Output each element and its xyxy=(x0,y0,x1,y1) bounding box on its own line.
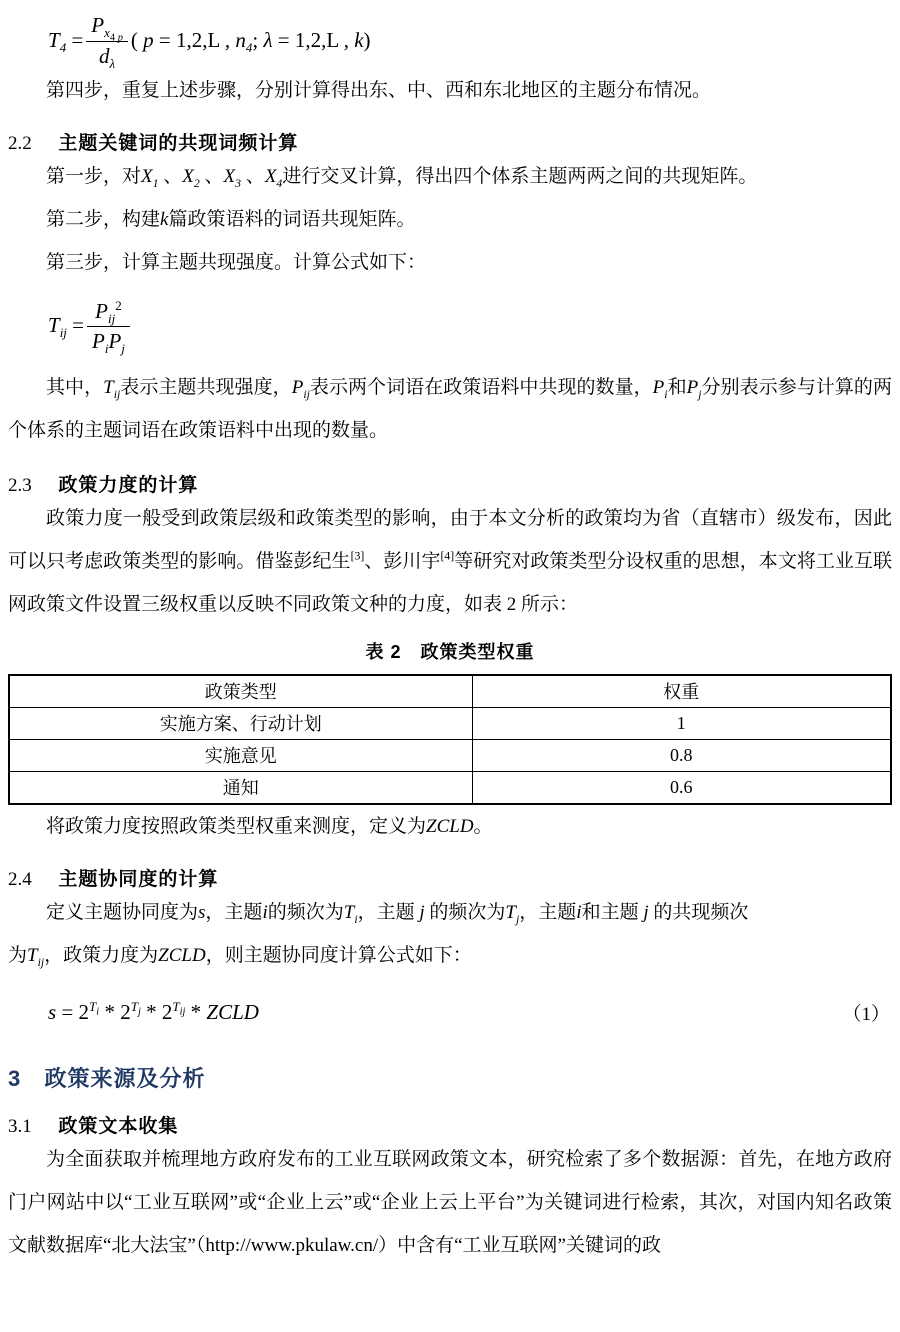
heading-3-number: 3 xyxy=(8,1065,21,1091)
formula-t4 xyxy=(48,12,892,69)
paragraph-synergy-line1: 定义主题协同度为s，主题i的频次为$T_i$，主题 j 的频次为$T_j$，主题i和主题 j 的共现频次 xyxy=(46,901,749,926)
equation-1-body: $s = 2^{T_i} * 2^{T_j} * 2^{T_{ij}}$ * ZCLD xyxy=(48,998,259,1024)
heading-3-1-title: 政策文本收集 xyxy=(58,1115,179,1137)
heading-2-2-title: 主题关键词的共现词频计算 xyxy=(58,132,299,154)
heading-2-3-title: 政策力度的计算 xyxy=(58,474,199,496)
formula-t4-lhs: $T_4$ = xyxy=(48,27,84,56)
formula-t4-fraction xyxy=(86,12,128,69)
formula-tij-numerator: $P_{ij}^2$ xyxy=(87,298,130,327)
paragraph-step1: 第一步，对$X_1$ 、$X_2$ 、$X_3$ 、$X_4$进行交叉计算，得出四个体系主题两两之间的共现矩阵。 xyxy=(46,165,758,190)
equation-1-number: （1） xyxy=(842,1003,890,1025)
table-row xyxy=(9,771,891,804)
heading-2-3-number: 2.3 xyxy=(8,474,32,496)
table-cell-weight: 0.6 xyxy=(472,771,891,804)
table-cell-type: 实施意见 xyxy=(9,739,472,771)
paragraph-step4: 第四步，重复上述步骤，分别计算得出东、中、西和东北地区的主题分布情况。 xyxy=(46,79,712,101)
heading-3-1-number: 3.1 xyxy=(8,1115,32,1137)
table-row xyxy=(9,739,891,771)
heading-2-2 xyxy=(8,128,892,155)
heading-2-4 xyxy=(8,864,892,891)
paragraph-where: 其中，$T_{ij}$表示主题共现强度，$P_{ij}$表示两个词语在政策语料中共现的数量，$P_i$和$P_j$分别表示参与计算的两个体系的主题词语在政策语料中出现的数量。 xyxy=(8,376,892,441)
heading-3 xyxy=(8,1062,892,1093)
formula-t4-numerator: $P_{x_{4 p}}$ xyxy=(86,12,128,42)
table-row xyxy=(9,707,891,739)
paragraph-policy-strength: 政策力度一般受到政策层级和政策类型的影响，由于本文分析的政策均为省（直辖市）级发布，因此可以只考虑政策类型的影响。借鉴彭纪生[3]、彭川宇[4]等研究对政策类型分设权重的思想，本文将工业互联网政策文件设置三级权重以反映不同政策文种的力度，如表 2 所示： xyxy=(8,507,892,615)
formula-tij xyxy=(48,298,892,354)
formula-t4-denominator: $d_\lambda$ xyxy=(99,43,116,71)
formula-tij-denominator: $P_iP_j$ xyxy=(92,328,125,356)
formula-tij-fraction xyxy=(87,298,130,354)
paragraph-collect: 为全面获取并梳理地方政府发布的工业互联网政策文本，研究检索了多个数据源：首先，在地方政府门户网站中以“工业互联网”或“企业上云”或“企业上云上平台”为关键词进行检索，其次，对国内知名政策文献数据库“北大法宝”（http://www.pkulaw.cn/）中含有“工业互联网”关键词的政 xyxy=(8,1148,892,1256)
heading-2-4-title: 主题协同度的计算 xyxy=(58,868,219,890)
table-header-policy-type: 政策类型 xyxy=(9,675,472,708)
table-cell-weight: 0.8 xyxy=(472,739,891,771)
table-2 xyxy=(8,674,892,805)
formula-tij-lhs: $T_{ij}$ = xyxy=(48,313,85,341)
table-cell-type: 实施方案、行动计划 xyxy=(9,707,472,739)
heading-2-3 xyxy=(8,470,892,497)
table-2-caption: 表 2 政策类型权重 xyxy=(365,641,535,662)
heading-2-4-number: 2.4 xyxy=(8,868,32,890)
table-row-header xyxy=(9,675,891,708)
table-cell-weight: 1 xyxy=(472,707,891,739)
paragraph-step3: 第三步，计算主题共现强度。计算公式如下： xyxy=(46,251,427,273)
paragraph-measure: 将政策力度按照政策类型权重来测度，定义为ZCLD。 xyxy=(46,815,493,837)
heading-2-2-number: 2.2 xyxy=(8,132,32,154)
heading-3-title: 政策来源及分析 xyxy=(44,1065,206,1091)
table-header-weight: 权重 xyxy=(472,675,891,708)
equation-1 xyxy=(48,999,890,1026)
formula-t4-condition: ( p = 1,2,L , $n_4$; λ = 1,2,L , k) xyxy=(130,27,371,56)
paragraph-step2: 第二步，构建k篇政策语料的词语共现矩阵。 xyxy=(46,208,416,230)
paragraph-synergy-line2: 为$T_{ij}$，政策力度为ZCLD，则主题协同度计算公式如下： xyxy=(8,944,472,969)
table-cell-type: 通知 xyxy=(9,771,472,804)
heading-3-1 xyxy=(8,1111,892,1138)
